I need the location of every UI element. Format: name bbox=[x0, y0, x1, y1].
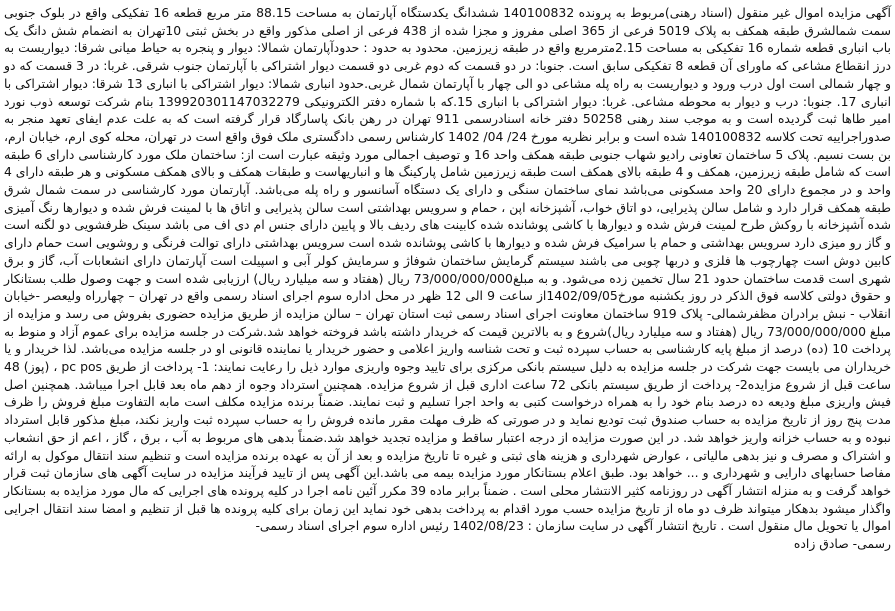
signature-line: رسمی- صادق زاده bbox=[793, 536, 891, 552]
auction-notice-text: آگهی مزایده اموال غیر منقول (اسناد رهنی)مربوط به پرونده 140100832 ششدانگ یکدستگاه آپارتمان به مساحت 88.15 متر مربع قطعه 16 تفکیکی واقع در بلوک جنوبی سمت شمالشرق طبقه همکف به پلاک 5019 فرعی از 365 اصلی مفروز و مجزا شده از 438 فرعی از اصلی مذکور واقع در بخش ثبتی 10تهران به انضمام شش دانگ یک باب انباری قطعه شماره 16 تفکیکی به مساحت 2.15مترمربع واقع در طبقه زیرزمین. محدود به حدود : حدودآپارتمان شمالا: دیوار و پنجره به حیاط میانی شرقا: دیواریست به درز انقطاع مشاعی که ماورای آن قطعه 8 تفکیکی سابق است. جنوبا: در دو قسمت که دوم غربی دو قسمت دیوار اشتراکی با آپارتمان جنوب شرقی. غربا: در 3 قسمت که دو و چهار شمالی است اول درب ورود و دیواریست به راه پله مشاعی دو الی چهار با آپارتمان شمال غربی.حدود انباری شمالا: دیوار اشتراکی با انباری 13 شرقا: دیوار اشتراکی با انباری 17. جنوبا: درب و دیوار به محوطه مشاعی. غربا: دیوار اشتراکی با انباری 15.که با شماره دفتر الکترونیکی 139920301147032279 بنام شرکت توسعه ذوب نورد امیر طاها ثبت گردیده است و به موجب سند رهنی 50258 دفتر خانه اسنادرسمی 911 تهران در رهن بانک پاسارگاد قرار گرفته است که به علت عدم ایفای تعهد منجر به صدوراجراییه تحت کلاسه 140100832 شده است و برابر نظریه مورخ 24/ 04/ 1402 کارشناس رسمی دادگستری ملک فوق واقع است در تهران، محله کوی ارم، خیابان ارم، بن بست نسیم. پلاک 5 ساختمان تعاونی رادیو شهاب جنوبی طبقه همکف واحد 16 و توصیف اجمالی مورد وثیقه عبارت است از: ساختمان ملک مورد کارشناسی دارای 6 طبقه است که شامل طبقه زیرزمین، همکف و 4 طبقه بالای همکف است طبقه زیرزمین شامل پارکینگ ها و انباریهاست و طبقات همکف و بالای همکف مسکونی و هر طبقه دارای 4 واحد و در مجموع دارای 20 واحد مسکونی می‌باشد نمای ساختمان سنگی و دارای یک دستگاه آسانسور و راه پله می‌باشد. آپارتمان مورد کارشناسی در سمت شمال شرق طبقه همکف قرار دارد و شامل سالن پذیرایی، دو اتاق خواب، آشپزخانه اپن ، حمام و سرویس بهداشتی است سالن پذیرایی و اتاق ها با لمینت فرش شده و دیوارها رنگ آمیزی شده آشپزخانه با روکش طرح لمینت فرش شده و دیوارها با کاشی پوشانده شده کابینت های ردیف بالا و پایین دارای جنس ام دی اف می باشد سینک ظرفشویی دو لگنه است و گاز رو میزی دارد سرویس بهداشتی و حمام با سرامیک فرش شده و دیوارها با کاشی پوشانده شده است سرویس بهداشتی دارای توالت فرنگی و روشویی است حمام دارای کابین دوش است چهارچوب ها فلزی و دربها چوبی می باشند سیستم گرمایش ساختمان شوفاژ و سرمایش کولر آبی و اسپیلت است آپارتمان دارای انشعابات آب، گاز و برق شهری است قدمت ساختمان حدود 21 سال تخمین زده می‌شود. و به مبلغ73/000/000/000 ریال (هفتاد و سه میلیارد ریال) ارزیابی شده است و جهت وصول طلب بستانکار و حقوق دولتی کلاسه فوق الذکر در روز یکشنبه مورخ1402/09/05از ساعت 9 الی 12 ظهر در محل اداره سوم اجرای اسناد رسمی واقع در تهران – چهارراه ولیعصر -خیابان انقلاب - نبش برادران مظفرشمالی- پلاک 919 ساختمان معاونت اجرای اسناد رسمی ثبت استان تهران – سالن مزایده از طریق مزایده حضوری بفروش می رسد و مزایده از مبلغ 73/000/000/000 ریال (هفتاد و سه میلیارد ریال)شروع و به بالاترین قیمت که خریدار داشته باشد فروخته خواهد شد.شرکت در جلسه مزایده برای عموم آزاد و منوط به پرداخت 10 (ده) درصد از مبلغ پایه کارشناسی به حساب سپرده ثبت و تحت شناسه واریز اعلامی و حضور خریدار یا نماینده قانونی او در جلسه مزایده می‌باشد. لذا خریدار و یا خریداران می بایست جهت شرکت در جلسه مزایده به دلیل سیستم بانکی مرکزی برای تایید وجوه واریزی موارد ذیل را رعایت نمایند: 1- پرداخت از طریق pc pos ، (پوز) 48 ساعت قبل از شروع مزایده2- پرداخت از طریق سیستم بانکی 72 ساعت اداری قبل از شروع مزایده. همچنین استرداد وجوه از دهم ماه بعد قابل اجرا میباشد. همچنین اصل فیش واریزی مبلغ ودیعه ده درصد بنام خود را به همراه درخواست کتبی به واحد اجرا تسلیم و ثبت نمایند. ضمناً برنده مزایده مکلف است مابه التفاوت مبلغ فروش را ظرف مدت پنج روز از تاریخ مزایده به حساب صندوق ثبت تودیع نماید و در صورتی که ظرف مهلت مقرر مانده فروش را به حساب سپرده ثبت واریز نکند، مبلغ مذکور قابل استرداد نبوده و به حساب خزانه واریز خواهد شد. در این صورت مزایده از درجه اعتبار ساقط و مزایده تجدید خواهد شد.ضمناً بدهی های مربوط به آب ، برق ، گاز ، اعم از حق انشعاب و اشتراک و مصرف و نیز بدهی مالیاتی ، عوارض شهرداری و هزینه های ثبتی و غیره تا تاریخ مزایده و بعد از آن به عهده برنده مزایده است و تنظیم سند انتقال موکول به ارائه مفاصا حسابهای دارایی و شهرداری و ... خواهد بود. طبق اعلام بستانکار مورد مزایده بیمه می باشد.این آگهی پس از تایید فرآیند مزایده در سایت آگهی های سازمان ثبت قرار خواهد گرفت و به منزله انتشار آگهی در روزنامه کثیر الانتشار محلی است . ضمناً برابر ماده 39 مکرر آئین نامه اجرا در کلیه پرونده های اجرایی که مال مورد مزایده به بستانکار واگذار میشود بدهکار میتواند ظرف دو ماه از تاریخ مزایده حسب مورد اقدام به پرداخت بدهی خود نماید این زمان برای کلیه پرونده ها قبل از تنظیم و امضا سند انتقال اجرایی اموال یا تحویل مال منقول است . تاریخ انتشار آگهی در سایت سازمان : 1402/08/23 رئیس اداره سوم اجرای اسناد رسمی- bbox=[4, 5, 892, 534]
